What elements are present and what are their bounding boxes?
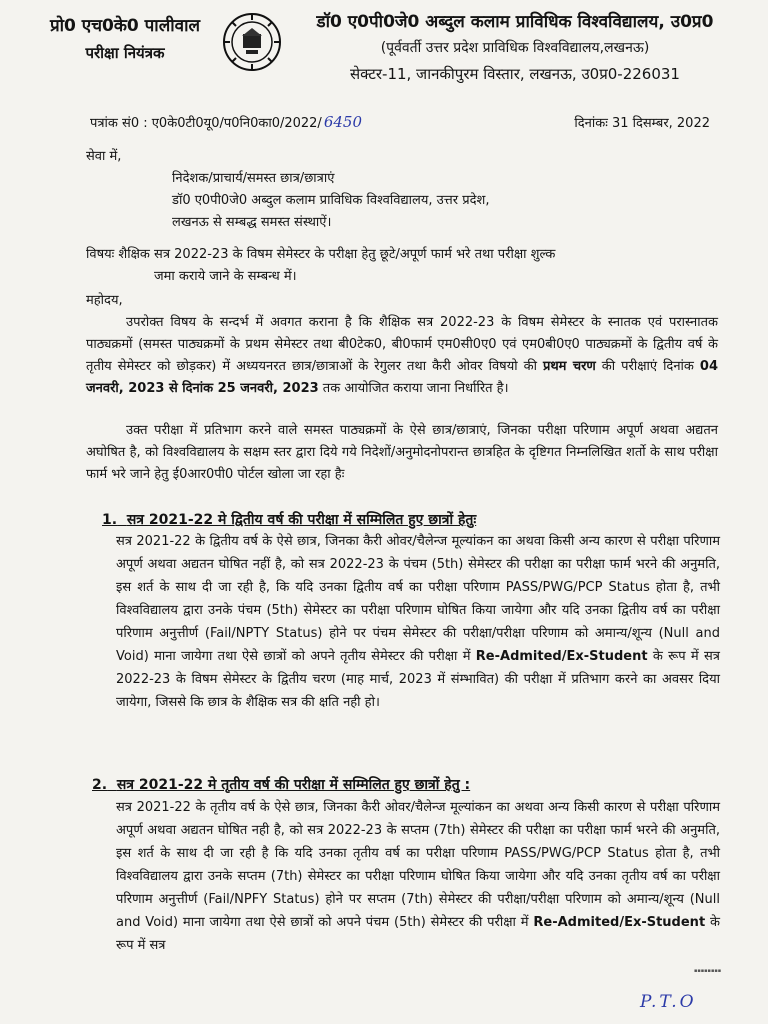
subject-block — [86, 244, 716, 288]
point-body-text: के रूप में सत्र 2022-23 के विषम सेमेस्टर के द्वितीय चरण (माह मार्च, 2023 में संम्भावित) की परीक्षा में प्रतिभाग करने का अवसर दिया जायेगा, जिससे कि छात्र के शैक्षिक सत्र की क्षति नही हो। — [116, 649, 720, 710]
controller-name: प्रो0 एच0के0 पालीवाल — [49, 16, 201, 36]
salutation: महोदय, — [86, 293, 123, 308]
point-1-body — [116, 530, 720, 714]
point-body-bold-text: Re-Admited/Ex-Student — [533, 915, 706, 930]
paragraph-2: उक्त परीक्षा में प्रतिभाग करने वाले समस्त पाठ्यक्रमों के ऐसे छात्र/छात्राएं, जिनका परीक्षा परिणाम अपूर्ण अथवा अद्यतन अघोषित है, को विश्वविद्यालय के सक्षम स्तर द्वारा दिये गये निदेशों/अनुमोदनोपरान्त छात्रहित के दृष्टिगत निम्नलिखित शर्तो के साथ परीक्षा फार्म भरे जाने हेतु ई0आर0पी0 पोर्टल खोला जा रहा हैः — [86, 423, 718, 482]
addressee-line: निदेशक/प्राचार्य/समस्त छात्र/छात्राएं — [172, 171, 335, 186]
addressee-line: लखनऊ से सम्बद्ध समस्त संस्थाऐं। — [172, 215, 332, 230]
university-name: डॉ0 ए0पी0जे0 अब्दुल कलाम प्राविधिक विश्वविद्यालय, उ0प्र0 — [316, 12, 714, 32]
paragraph-text: उपरोक्त विषय के सन्दर्भ में अवगत कराना है कि शैक्षिक सत्र 2022-23 के विषम सेमेस्टर के स्नातक एवं परास्नातक पाठ्यक्रमों (समस्त पाठ्यक्रमों के प्रथम सेमेस्टर तथा बी0टेक0, बी0फार्म एम0सी0ए0 एवं एम0बी0ए0 पाठ्यक्रमों के द्वितीय वर्ष के तृतीय सेमेस्टर को छोड़कर) में अध्ययनरत छात्र/छात्राओं के रेगुलर तथा कैरी ओवर विषयो की — [86, 315, 718, 374]
point-body-text: सत्र 2021-22 के तृतीय वर्ष के ऐसे छात्र, जिनका कैरी ओवर/चैलेन्ज मूल्यांकन का अथवा अन्य किसी कारण से परीक्षा परिणाम अपूर्ण अथवा अद्यतन घोषित नही है, को सत्र 2022-23 के सप्तम (7th) सेमेस्टर की परीक्षा का परीक्षा फार्म भरने की अनुमति, इस शर्त के साथ दी जा रही है कि यदि उनका तृतीय वर्ष का परीक्षा परिणाम PASS/PWG/PCP Status होता है, तभी विश्वविद्यालय द्वारा उनके सप्तम (7th) सेमेस्टर का परीक्षा परिणाम घोषित किया जायेगा और यदि उनका तृतीय वर्ष का परीक्षा परिणाम अनुत्तीर्ण (Fail/NPFY Status) होने पर सप्तम (7th) सेमेस्टर की परीक्षा/परीक्षा परिणाम को अमान्य/शून्य (Null and Void) माना जायेगा तथा ऐसे छात्रों को अपने पंचम (5th) सेमेस्टर की परीक्षा में — [116, 800, 720, 930]
university-former-name: (पूर्ववर्ती उत्तर प्रदेश प्राविधिक विश्वविद्यालय,लखनऊ) — [380, 40, 650, 56]
point-number: 2. — [92, 777, 108, 793]
point-body-bold-text: Re-Admited/Ex-Student — [475, 649, 648, 664]
paragraph-text: तक आयोजित कराया जाना निर्धारित है। — [318, 381, 509, 396]
paragraph-bold-text: 04 जनवरी, 2023 से दिनांक 25 जनवरी, 2023 — [86, 359, 718, 396]
controller-block — [40, 12, 210, 66]
pto-handwritten: P.T.O — [640, 992, 697, 1012]
stamp-mark: ▪▪▪▪▪▪▪▪ — [694, 968, 722, 974]
paragraph-1 — [86, 312, 718, 400]
reference-label: पत्रांक सं0 : ए0के0टी0यू0/प0नि0का0/2022/ — [90, 116, 322, 131]
point-heading-text: सत्र 2021-22 मे तृतीय वर्ष की परीक्षा में सम्मिलित हुए छात्रों हेतु : — [116, 777, 471, 793]
addressee-label: सेवा में, — [86, 149, 122, 164]
university-seal-icon — [222, 12, 282, 72]
point-1-heading — [102, 510, 476, 529]
point-body-text: के रूप में सत्र — [116, 915, 720, 953]
addressee-block — [86, 146, 686, 234]
subject-line: विषयः शैक्षिक सत्र 2022-23 के विषम सेमेस्टर के परीक्षा हेतु छूटे/अपूर्ण फार्म भरे तथा परीक्षा शुल्क — [86, 247, 556, 262]
point-2-heading — [92, 775, 470, 794]
reference-handwritten-number: 6450 — [323, 113, 363, 131]
paragraph-bold-text: प्रथम चरण — [542, 359, 596, 374]
subject-line-continued: जमा कराये जाने के सम्बन्ध में। — [154, 269, 297, 284]
university-address: सेक्टर-11, जानकीपुरम विस्तार, लखनऊ, उ0प्र0-226031 — [350, 65, 680, 83]
addressee-line: डॉ0 ए0पी0जे0 अब्दुल कलाम प्राविधिक विश्वविद्यालय, उत्तर प्रदेश, — [172, 193, 490, 208]
reference-number — [90, 113, 362, 131]
letter-date: दिनांकः 31 दिसम्बर, 2022 — [574, 116, 710, 131]
point-body-text: सत्र 2021-22 के द्वितीय वर्ष के ऐसे छात्र, जिनका कैरी ओवर/चैलेन्ज मूल्यांकन का अथवा किसी अन्य कारण से परीक्षा परिणाम अपूर्ण अथवा अद्यतन घोषित नहीं है, को सत्र 2022-23 के पंचम (5th) सेमेस्टर की परीक्षा का परीक्षा फार्म भरने की अनुमति, इस शर्त के साथ दी जा रही है, कि यदि उनका द्वितीय वर्ष का परीक्षा परिणाम PASS/PWG/PCP Status होता है, तभी विश्वविद्यालय द्वारा उनके पंचम (5th) सेमेस्टर का परीक्षा परिणाम घोषित किया जायेगा और यदि उनका द्वितीय वर्ष का परीक्षा परिणाम अनुत्तीर्ण (Fail/NPTY Status) होने पर पंचम सेमेस्टर की परीक्षा/परीक्षा परिणाम को अमान्य/शून्य (Null and Void) माना जायेगा तथा ऐसे छात्रों को अपने तृतीय सेमेस्टर की परीक्षा में — [116, 534, 720, 664]
university-header — [290, 8, 740, 88]
paragraph-text: की परीक्षाएं दिनांक — [595, 359, 700, 374]
point-2-body — [116, 796, 720, 957]
point-heading-text: सत्र 2021-22 मे द्वितीय वर्ष की परीक्षा में सम्मिलित हुए छात्रों हेतुः — [126, 512, 477, 528]
controller-designation: परीक्षा नियंत्रक — [85, 44, 165, 62]
point-number: 1. — [102, 512, 118, 528]
